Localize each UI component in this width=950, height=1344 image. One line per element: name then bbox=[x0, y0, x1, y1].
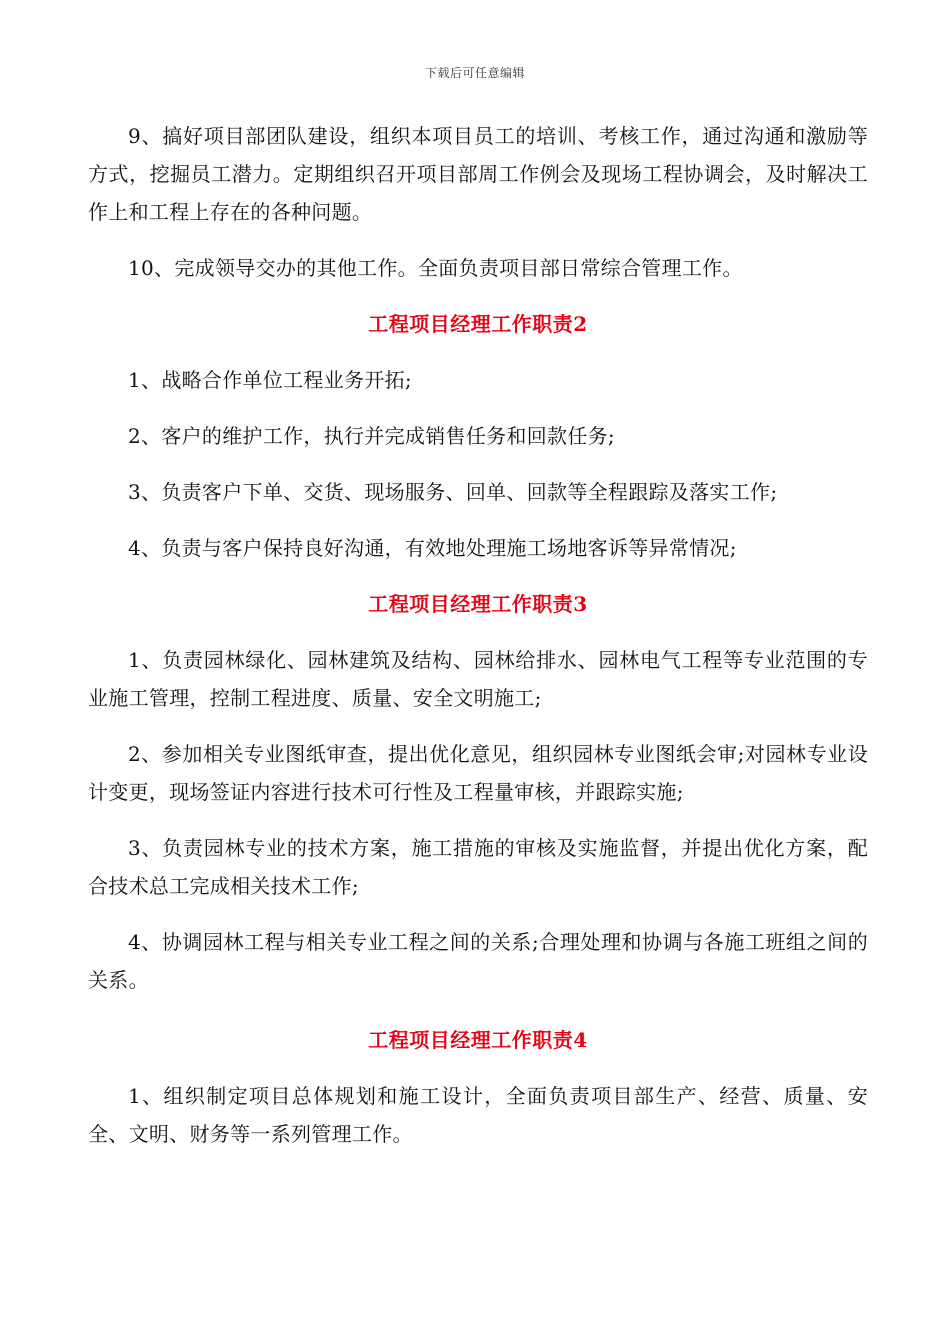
section4-item-1: 1、组织制定项目总体规划和施工设计，全面负责项目部生产、经营、质量、安全、文明、财务等一系列管理工作。 bbox=[88, 1084, 868, 1146]
document-body bbox=[88, 117, 868, 1153]
paragraph-item-9: 9、搞好项目部团队建设，组织本项目员工的培训、考核工作，通过沟通和激励等方式，挖掘员工潜力。定期组织召开项目部周工作例会及现场工程协调会，及时解决工作上和工程上存在的各种问题。 bbox=[88, 124, 868, 224]
page-header-note: 下载后可任意编辑 bbox=[424, 66, 525, 80]
section3-item-4: 4、协调园林工程与相关专业工程之间的关系;合理处理和协调与各施工班组之间的关系。 bbox=[88, 930, 868, 992]
section2-item-2: 2、客户的维护工作，执行并完成销售任务和回款任务; bbox=[128, 424, 615, 448]
section3-item-1: 1、负责园林绿化、园林建筑及结构、园林给排水、园林电气工程等专业范围的专业施工管理，控制工程进度、质量、安全文明施工; bbox=[88, 648, 868, 710]
section2-item-3: 3、负责客户下单、交货、现场服务、回单、回款等全程跟踪及落实工作; bbox=[128, 480, 778, 504]
section3-item-2: 2、参加相关专业图纸审查，提出优化意见，组织园林专业图纸会审;对园林专业设计变更，现场签证内容进行技术可行性及工程量审核，并跟踪实施; bbox=[88, 742, 868, 804]
section2-item-1: 1、战略合作单位工程业务开拓; bbox=[128, 368, 412, 392]
section-title-3: 工程项目经理工作职责3 bbox=[368, 592, 588, 616]
section3-item-3: 3、负责园林专业的技术方案，施工措施的审核及实施监督，并提出优化方案，配合技术总工完成相关技术工作; bbox=[88, 836, 868, 898]
section-title-4: 工程项目经理工作职责4 bbox=[368, 1028, 588, 1052]
section-title-2: 工程项目经理工作职责2 bbox=[368, 312, 588, 336]
section2-item-4: 4、负责与客户保持良好沟通，有效地处理施工场地客诉等异常情况; bbox=[128, 536, 737, 560]
paragraph-item-10: 10、完成领导交办的其他工作。全面负责项目部日常综合管理工作。 bbox=[128, 256, 743, 280]
